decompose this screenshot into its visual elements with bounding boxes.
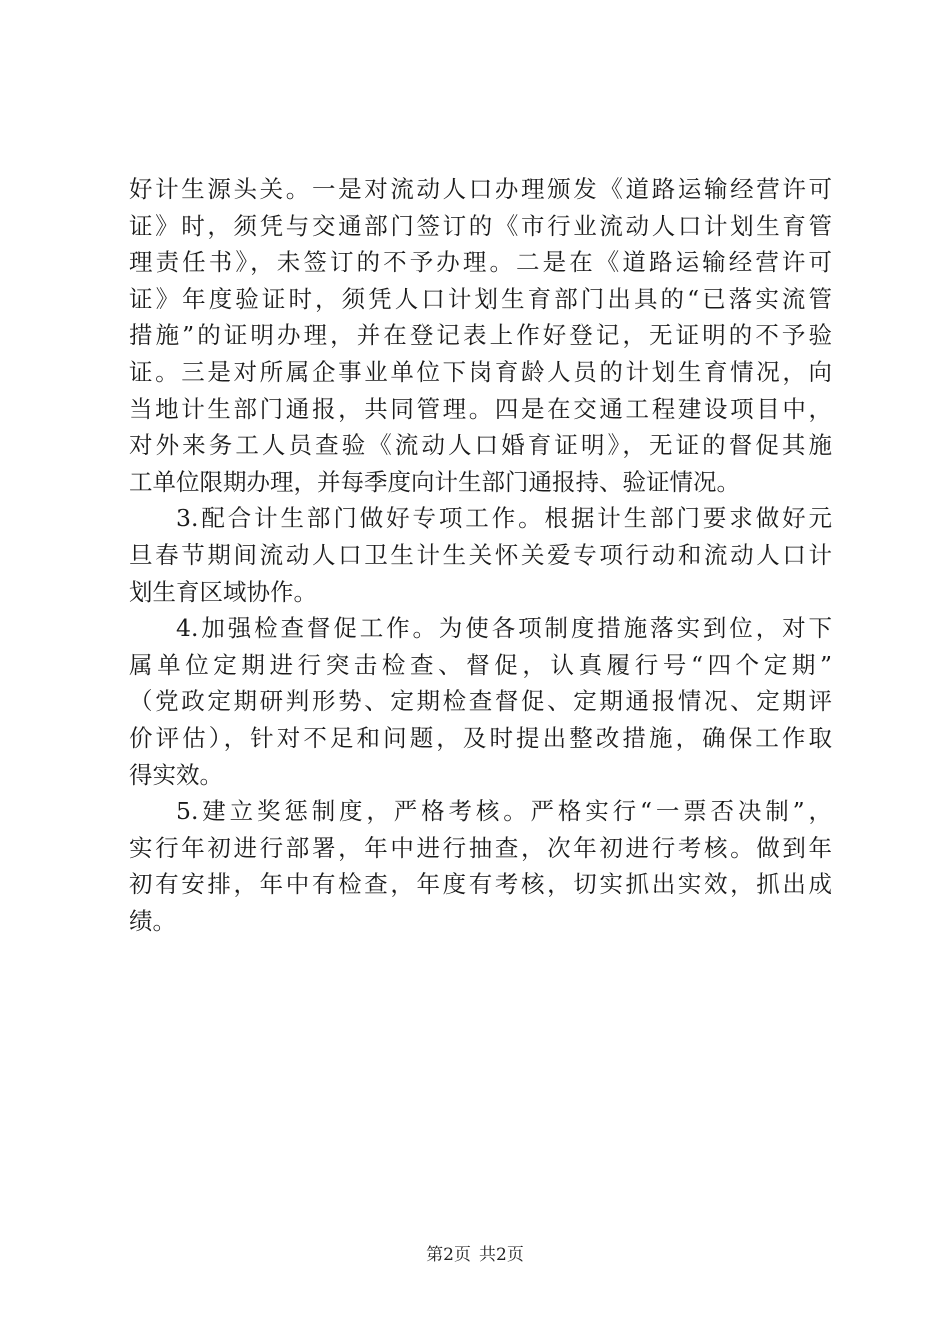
- text-line: 理责任书》，未签订的不予办理。二是在《道路运输经营许可: [129, 248, 832, 277]
- text-line: 划生育区域协作。: [129, 577, 317, 606]
- text-line: 当地计生部门通报，共同管理。四是在交通工程建设项目中，: [129, 394, 832, 423]
- text-line: 对外来务工人员查验《流动人口婚育证明》，无证的督促其施: [129, 431, 832, 460]
- page-number: 第2页: [426, 1245, 471, 1265]
- paragraph-3-start: 3.配合计生部门做好专项工作。根据计生部门要求做好元: [176, 504, 832, 533]
- document-body: [129, 171, 832, 939]
- text-line: 证》时，须凭与交通部门签订的《市行业流动人口计划生育管: [129, 211, 832, 240]
- text-line: 实行年初进行部署，年中进行抽查，次年初进行考核。做到年: [129, 833, 832, 862]
- page-footer: [0, 1244, 950, 1266]
- text-line: 工单位限期办理，并每季度向计生部门通报持、验证情况。: [129, 467, 740, 496]
- text-line: 属单位定期进行突击检查、督促，认真履行号“四个定期”: [129, 650, 832, 679]
- text-line: 好计生源头关。一是对流动人口办理颁发《道路运输经营许可: [129, 175, 832, 203]
- text-line: 绩。: [129, 906, 176, 935]
- text-line: 得实效。: [129, 760, 223, 789]
- text-line: 措施”的证明办理，并在登记表上作好登记，无证明的不予验: [129, 321, 832, 350]
- text-line: 证。三是对所属企事业单位下岗育龄人员的计划生育情况，向: [129, 357, 832, 386]
- text-line: 初有安排，年中有检查，年度有考核，切实抓出实效，抓出成: [129, 870, 832, 899]
- page-total: 共2页: [479, 1245, 524, 1265]
- paragraph-4-start: 4.加强检查督促工作。为使各项制度措施落实到位，对下: [176, 614, 832, 643]
- paragraph-5-start: 5.建立奖惩制度，严格考核。严格实行“一票否决制”，: [176, 797, 832, 826]
- text-line: 旦春节期间流动人口卫生计生关怀关爱专项行动和流动人口计: [129, 540, 832, 569]
- text-line: （党政定期研判形势、定期检查督促、定期通报情况、定期评: [129, 687, 832, 716]
- text-line: 证》年度验证时，须凭人口计划生育部门出具的“已落实流管: [129, 284, 832, 313]
- text-line: 价评估），针对不足和问题，及时提出整改措施，确保工作取: [129, 723, 832, 752]
